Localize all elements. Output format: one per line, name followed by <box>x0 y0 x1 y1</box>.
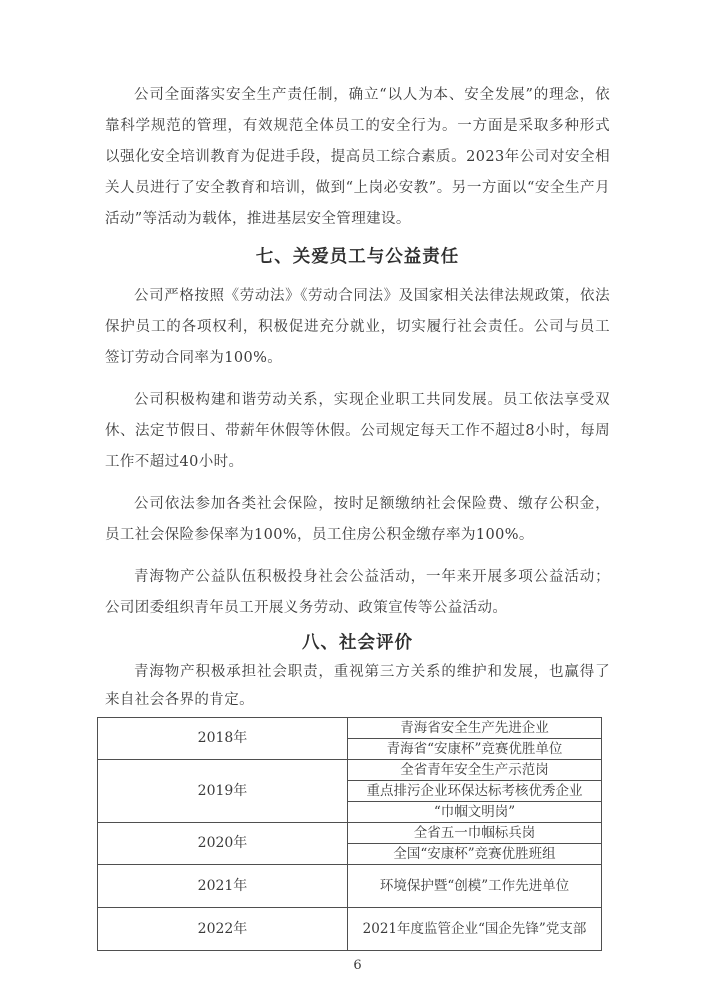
year-cell-2022: 2022年 <box>98 908 348 951</box>
paragraph-social-insurance: 公司依法参加各类社会保险，按时足额缴纳社会保险费、缴存公积金，员工社会保险参保率为100%，员工住房公积金缴存率为100%。 <box>105 496 610 543</box>
table-row <box>98 908 602 951</box>
year-cell-2018: 2018年 <box>98 718 348 760</box>
award-cell: 青海省安全生产先进企业 <box>348 718 602 739</box>
page-content <box>105 0 610 973</box>
award-cell: 青海省“安康杯”竞赛优胜单位 <box>348 739 602 760</box>
paragraph-safety-production: 公司全面落实安全生产责任制，确立“以人为本、安全发展”的理念，依靠科学规范的管理，有效规范全体员工的安全行为。一方面是采取多种形式以强化安全培训教育为促进手段，提高员工综合素质。2023年公司对安全相关人员进行了安全教育和培训，做到“上岗必安教”。另一方面以“安全生产月活动”等活动为载体，推进基层安全管理建设。 <box>105 87 610 227</box>
year-cell-2020: 2020年 <box>98 823 348 865</box>
award-cell: 环境保护暨“创模”工作先进单位 <box>348 865 602 908</box>
table-row <box>98 718 602 739</box>
section8-title: 八、社会评价 <box>302 633 413 653</box>
award-cell: 重点排污企业环保达标考核优秀企业 <box>348 781 602 802</box>
table-row <box>98 823 602 844</box>
awards-table <box>97 717 602 951</box>
paragraph-labor-law: 公司严格按照《劳动法》《劳动合同法》及国家相关法律法规政策，依法保护员工的各项权利，积极促进充分就业，切实履行社会责任。公司与员工签订劳动合同率为100%。 <box>105 288 610 366</box>
paragraph-work-hours: 公司积极构建和谐劳动关系，实现企业职工共同发展。员工依法享受双休、法定节假日、带薪年休假等休假。公司规定每天工作不超过8小时，每周工作不超过40小时。 <box>105 392 610 470</box>
award-cell: 全省青年安全生产示范岗 <box>348 760 602 781</box>
year-cell-2021: 2021年 <box>98 865 348 908</box>
award-cell: 全国“安康杯”竞赛优胜班组 <box>348 844 602 865</box>
paragraph-social-evaluation: 青海物产积极承担社会职责，重视第三方关系的维护和发展，也赢得了来自社会各界的肯定。 <box>105 664 610 708</box>
table-row <box>98 865 602 908</box>
paragraph-public-welfare: 青海物产公益队伍积极投身社会公益活动，一年来开展多项公益活动；公司团委组织青年员工开展义务劳动、政策宣传等公益活动。 <box>105 569 610 616</box>
award-cell: “巾帼文明岗” <box>348 802 602 823</box>
award-cell: 全省五一巾帼标兵岗 <box>348 823 602 844</box>
award-cell: 2021年度监管企业“国企先锋”党支部 <box>348 908 602 951</box>
table-row <box>98 760 602 781</box>
year-cell-2019: 2019年 <box>98 760 348 823</box>
page-number: 6 <box>353 958 362 973</box>
section7-title: 七、关爱员工与公益责任 <box>255 247 460 267</box>
